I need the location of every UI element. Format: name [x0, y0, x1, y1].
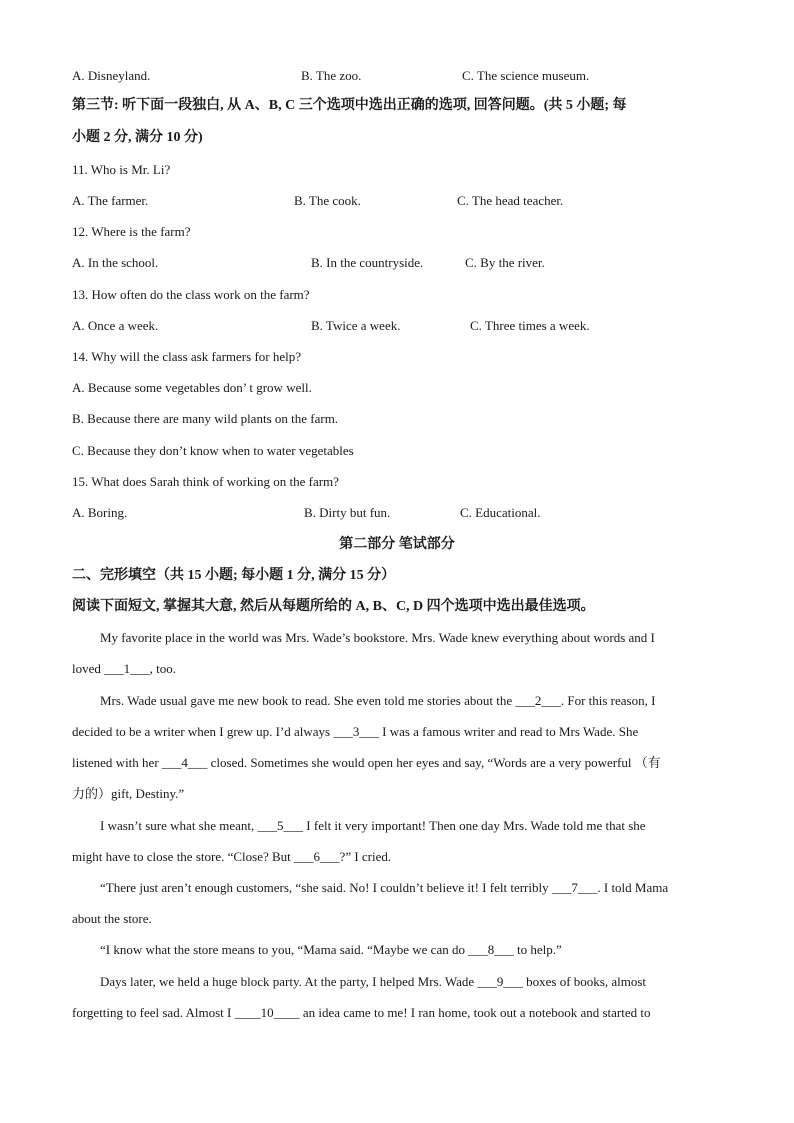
section3-heading-line2: 小题 2 分, 满分 10 分): [72, 130, 203, 145]
q13-option-a: A. Once a week.: [72, 318, 159, 333]
cloze-instruction: 阅读下面短文, 掌握其大意, 然后从每题所给的 A, B、C, D 四个选项中选出最佳选项。: [72, 599, 595, 614]
passage-text: I was a famous writer and read to Mrs Wade. She: [378, 724, 639, 739]
passage-text: I felt it very important! Then one day Mrs. Wade told me that she: [303, 818, 646, 833]
blank-5: ___5___: [257, 818, 304, 833]
passage-text: decided to be a writer when I grew up. I’d always: [72, 724, 334, 739]
blank-3: ___3___: [333, 724, 379, 739]
passage-line: [72, 754, 704, 772]
passage-text: “There just aren’t enough customers, “she said. No! I couldn’t believe it! I felt terribly: [100, 880, 552, 895]
blank-10: ____10____: [234, 1005, 300, 1020]
passage-text: closed. Sometimes she would open her eyes and say, “Words are a very powerful （有: [207, 755, 661, 770]
q14-option-b: B. Because there are many wild plants on the farm.: [72, 411, 339, 426]
passage-text: forgetting to feel sad. Almost I: [72, 1005, 235, 1020]
q14-option-c: C. Because they don’t know when to water vegetables: [72, 443, 354, 458]
question-stem: 14. Why will the class ask farmers for help?: [72, 349, 301, 364]
q15-option-b: B. Dirty but fun.: [304, 505, 391, 520]
passage-line: about the store.: [72, 911, 152, 926]
passage-text: I wasn’t sure what she meant,: [100, 818, 258, 833]
q10-option-a: A. Disneyland.: [72, 68, 151, 83]
blank-7: ___7___: [551, 880, 598, 895]
q10-option-b: B. The zoo.: [301, 68, 362, 83]
q11-option-a: A. The farmer.: [72, 193, 149, 208]
blank-1: ___1___: [104, 661, 150, 676]
question-stem: 11. Who is Mr. Li?: [72, 162, 171, 177]
passage-line: [100, 973, 704, 991]
q14-option-a: A. Because some vegetables don’ t grow well.: [72, 380, 312, 395]
q13-option-b: B. Twice a week.: [311, 318, 401, 333]
passage-text: ?” I cried.: [339, 849, 392, 864]
passage-text: , too.: [149, 661, 177, 676]
passage-line: [100, 879, 704, 897]
q13-option-c: C. Three times a week.: [470, 318, 590, 333]
part2-title: 第二部分 笔试部分: [339, 537, 455, 552]
passage-line: [72, 723, 704, 741]
q12-option-b: B. In the countryside.: [311, 255, 424, 270]
section3-heading-line1: 第三节: 听下面一段独白, 从 A、B, C 三个选项中选出正确的选项, 回答问题。(共 5 小题; 每: [72, 98, 627, 113]
passage-text: . I told Mama: [597, 880, 669, 895]
passage-line: My favorite place in the world was Mrs. Wade’s bookstore. Mrs. Wade knew everything about words and I: [100, 630, 655, 645]
passage-text: to help.”: [513, 942, 562, 957]
passage-line: 力的）gift, Destiny.”: [72, 786, 185, 801]
blank-9: ___9___: [477, 974, 523, 989]
q15-option-a: A. Boring.: [72, 505, 128, 520]
blank-4: ___4___: [161, 755, 208, 770]
question-stem: 13. How often do the class work on the farm?: [72, 287, 310, 302]
passage-text: an idea came to me! I ran home, took out a notebook and started to: [299, 1005, 651, 1020]
question-stem: 12. Where is the farm?: [72, 224, 191, 239]
passage-line: [100, 941, 704, 959]
passage-line: [72, 848, 704, 866]
cloze-section-title: 二、完形填空（共 15 小题; 每小题 1 分, 满分 15 分）: [72, 568, 396, 583]
passage-text: loved: [72, 661, 105, 676]
passage-text: Mrs. Wade usual gave me new book to read. She even told me stories about the: [100, 693, 516, 708]
q11-option-c: C. The head teacher.: [457, 193, 564, 208]
passage-text: “I know what the store means to you, “Mama said. “Maybe we can do: [100, 942, 469, 957]
passage-text: . For this reason, I: [560, 693, 656, 708]
passage-text: listened with her: [72, 755, 162, 770]
question-stem: 15. What does Sarah think of working on the farm?: [72, 474, 339, 489]
q10-option-c: C. The science museum.: [462, 68, 590, 83]
q15-option-c: C. Educational.: [460, 505, 541, 520]
passage-line: [100, 692, 704, 710]
q12-option-c: C. By the river.: [465, 255, 545, 270]
blank-6: ___6___: [294, 849, 340, 864]
passage-line: [72, 1004, 704, 1022]
blank-2: ___2___: [515, 693, 561, 708]
passage-text: Days later, we held a huge block party. At the party, I helped Mrs. Wade: [100, 974, 478, 989]
q11-option-b: B. The cook.: [294, 193, 361, 208]
blank-8: ___8___: [468, 942, 514, 957]
passage-text: might have to close the store. “Close? But: [72, 849, 295, 864]
passage-text: boxes of books, almost: [522, 974, 647, 989]
passage-line: [72, 660, 704, 678]
q12-option-a: A. In the school.: [72, 255, 159, 270]
passage-line: [100, 817, 704, 835]
